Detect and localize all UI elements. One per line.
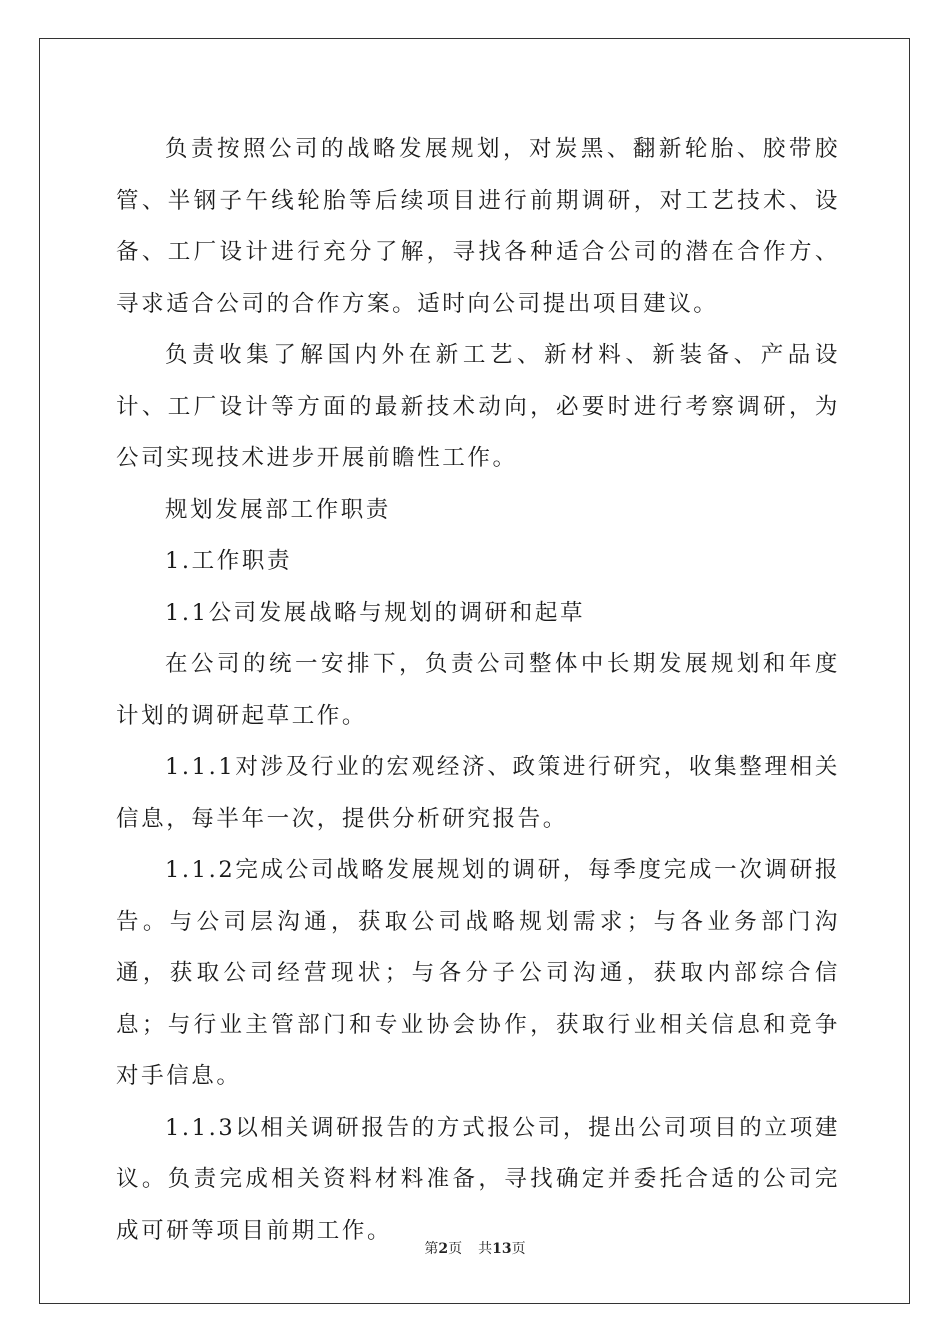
total-pages: 13 bbox=[492, 1241, 512, 1257]
item-1-1-2: 1.1.2完成公司战略发展规划的调研，每季度完成一次调研报告。与公司层沟通，获取公司战略规划需求；与各业务部门沟通，获取公司经营现状；与各分子公司沟通，获取内部综合信息；与行业主管部门和专业协会协作，获取行业相关信息和竞争对手信息。 bbox=[116, 857, 840, 1089]
total-suffix: 页 bbox=[511, 1241, 526, 1257]
page-footer bbox=[0, 1239, 950, 1259]
heading-1-1: 1.1公司发展战略与规划的调研和起草 bbox=[165, 599, 586, 626]
page-number: 2 bbox=[438, 1241, 449, 1257]
section-heading: 规划发展部工作职责 bbox=[165, 496, 391, 523]
total-prefix: 共 bbox=[478, 1241, 493, 1257]
item-1-1-3: 1.1.3以相关调研报告的方式报公司，提出公司项目的立项建议。负责完成相关资料材料准备，寻找确定并委托合适的公司完成可研等项目前期工作。 bbox=[116, 1114, 840, 1244]
page-suffix: 页 bbox=[448, 1241, 463, 1257]
paragraph-3: 在公司的统一安排下，负责公司整体中长期发展规划和年度计划的调研起草工作。 bbox=[116, 651, 840, 729]
document-body bbox=[116, 124, 840, 1257]
item-1-1-1: 1.1.1对涉及行业的宏观经济、政策进行研究，收集整理相关信息，每半年一次，提供分析研究报告。 bbox=[116, 754, 840, 832]
paragraph-2: 负责收集了解国内外在新工艺、新材料、新装备、产品设计、工厂设计等方面的最新技术动向，必要时进行考察调研，为公司实现技术进步开展前瞻性工作。 bbox=[116, 342, 840, 471]
page-prefix: 第 bbox=[424, 1241, 439, 1257]
paragraph-1: 负责按照公司的战略发展规划，对炭黑、翻新轮胎、胶带胶管、半钢子午线轮胎等后续项目进行前期调研，对工艺技术、设备、工厂设计进行充分了解，寻找各种适合公司的潜在合作方、寻求适合公司的合作方案。适时向公司提出项目建议。 bbox=[116, 136, 840, 317]
heading-1: 1.工作职责 bbox=[165, 548, 293, 574]
